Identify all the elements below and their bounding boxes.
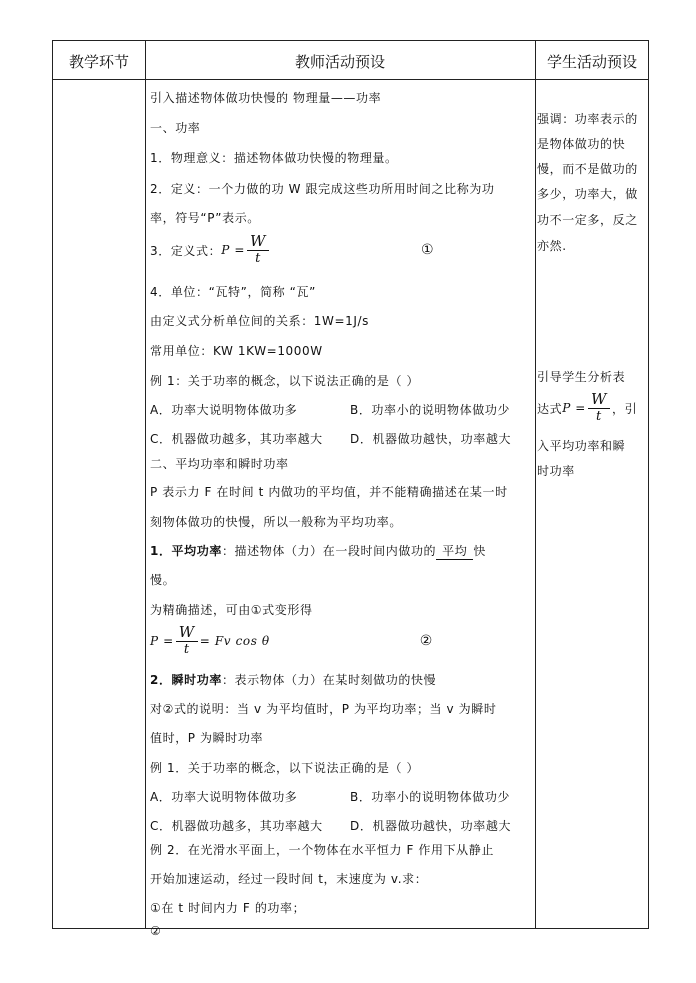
transform-note: 为精确描述，可由①式变形得 xyxy=(150,603,313,617)
unit-relation: 由定义式分析单位间的关系：1W=1J/s xyxy=(150,314,370,328)
example-1-options-ab xyxy=(150,401,527,418)
option-a: A．功率大说明物体做功多 xyxy=(150,403,298,417)
instant-power-term: 2．瞬时功率 xyxy=(150,673,222,687)
average-power-term: 1．平均功率 xyxy=(150,544,222,558)
guide-prefix: 达式 xyxy=(537,401,563,416)
section-title-average-instant: 二、平均功率和瞬时功率 xyxy=(150,457,289,471)
instant-power-desc: ：表示物体（力）在某时刻做功的快慢 xyxy=(221,673,437,687)
formula-lhs: P = xyxy=(221,243,245,257)
header-teacher-activity: 教师活动预设 xyxy=(294,52,385,71)
intro-line: 引入描述物体做功快慢的 物理量——功率 xyxy=(150,91,382,105)
formula2-note-line-2: 值时，P 为瞬时功率 xyxy=(150,731,264,745)
student-note-line: 强调：功率表示的 xyxy=(537,112,638,126)
average-power-definition xyxy=(150,542,527,560)
header-teaching-stage: 教学环节 xyxy=(68,52,129,71)
unit-line: 4．单位：“瓦特”，简称 “瓦” xyxy=(150,285,316,299)
guide-fraction xyxy=(588,391,610,425)
formula2-lhs: P = xyxy=(150,634,174,648)
example-2-question-1: ①在 t 时间内力 F 的功率； xyxy=(150,901,306,915)
section-title-power: 一、功率 xyxy=(150,121,201,135)
example-2-line-1: 例 2．在光滑水平面上，一个物体在水平恒力 F 作用下从静止 xyxy=(150,843,494,857)
fraction-numerator: W xyxy=(588,391,610,409)
student-guide-line: 引导学生分析表 xyxy=(537,370,626,384)
option-c: C．机器做功越多，其功率越大 xyxy=(150,432,323,446)
example-2-question-2-cut: ② xyxy=(150,924,162,938)
fraction-w-over-t xyxy=(247,233,269,267)
student-note-line: 功不一定多，反之 xyxy=(537,213,638,227)
formula2-note-line-1: 对②式的说明：当 v 为平均值时，P 为平均功率；当 v 为瞬时 xyxy=(150,702,497,716)
student-note-line: 多少，功率大，做 xyxy=(537,187,638,201)
student-note-line: 慢，而不是做功的 xyxy=(537,162,638,176)
student-note-line: 是物体做功的快 xyxy=(537,137,626,151)
fraction-numerator: W xyxy=(176,624,198,642)
option-b: B．功率小的说明物体做功少 xyxy=(350,790,511,804)
average-power-line-2: 慢。 xyxy=(150,573,176,587)
example-2-line-2: 开始加速运动，经过一段时间 t，末速度为 v.求： xyxy=(150,872,428,886)
equation-marker-1: ① xyxy=(421,242,435,258)
formula-definition xyxy=(150,233,527,267)
formula-label: 3．定义式： xyxy=(150,243,222,258)
option-a: A．功率大说明物体做功多 xyxy=(150,790,298,804)
average-power-end: 快 xyxy=(473,544,486,558)
average-note-line-1: P 表示力 F 在时间 t 内做功的平均值，并不能精确描述在某一时 xyxy=(150,485,508,499)
fraction-denominator: t xyxy=(596,409,602,424)
fraction-numerator: W xyxy=(247,233,269,251)
option-d: D．机器做功越快，功率越大 xyxy=(350,819,512,833)
example-1-question: 例 1：关于功率的概念，以下说法正确的是（ ） xyxy=(150,374,420,388)
option-c: C．机器做功越多，其功率越大 xyxy=(150,819,323,833)
average-power-desc: ：描述物体（力）在一段时间内做功的 xyxy=(221,544,437,558)
example-1b-question: 例 1．关于功率的概念，以下说法正确的是（ ） xyxy=(150,761,420,775)
option-d: D．机器做功越快，功率越大 xyxy=(350,432,512,446)
header-student-activity: 学生活动预设 xyxy=(546,52,637,71)
average-note-line-2: 刻物体做功的快慢，所以一般称为平均功率。 xyxy=(150,515,403,529)
common-units: 常用单位：KW 1KW=1000W xyxy=(150,344,323,358)
blank-average: 平均 xyxy=(436,542,473,560)
column-divider xyxy=(535,41,536,928)
example-1b-options-ab xyxy=(150,788,527,805)
student-guide-formula xyxy=(537,391,637,425)
column-divider xyxy=(145,41,146,928)
guide-suffix: ，引 xyxy=(611,401,638,416)
definition-line-2: 率，符号“P”表示。 xyxy=(150,211,260,225)
fraction-denominator: t xyxy=(255,251,261,266)
guide-formula-lhs: P = xyxy=(562,401,586,415)
student-note-line: 亦然. xyxy=(537,239,567,253)
student-guide-line: 入平均功率和瞬 xyxy=(537,439,626,453)
option-b: B．功率小的说明物体做功少 xyxy=(350,403,511,417)
example-1b-options-cd xyxy=(150,817,527,834)
student-guide-line: 时功率 xyxy=(537,464,575,478)
lesson-plan-table xyxy=(52,40,649,938)
formula2-rhs: = Fv cos θ xyxy=(199,634,270,648)
fraction-denominator: t xyxy=(183,642,190,657)
instant-power-definition xyxy=(150,671,527,688)
formula-instant xyxy=(150,624,527,658)
fraction-w-over-t-2 xyxy=(176,624,198,658)
example-1-options-cd xyxy=(150,430,527,447)
physical-meaning: 1．物理意义：描述物体做功快慢的物理量。 xyxy=(150,151,398,165)
definition-line-1: 2．定义：一个力做的功 W 跟完成这些功所用时间之比称为功 xyxy=(150,182,495,196)
equation-marker-2: ② xyxy=(419,633,433,649)
